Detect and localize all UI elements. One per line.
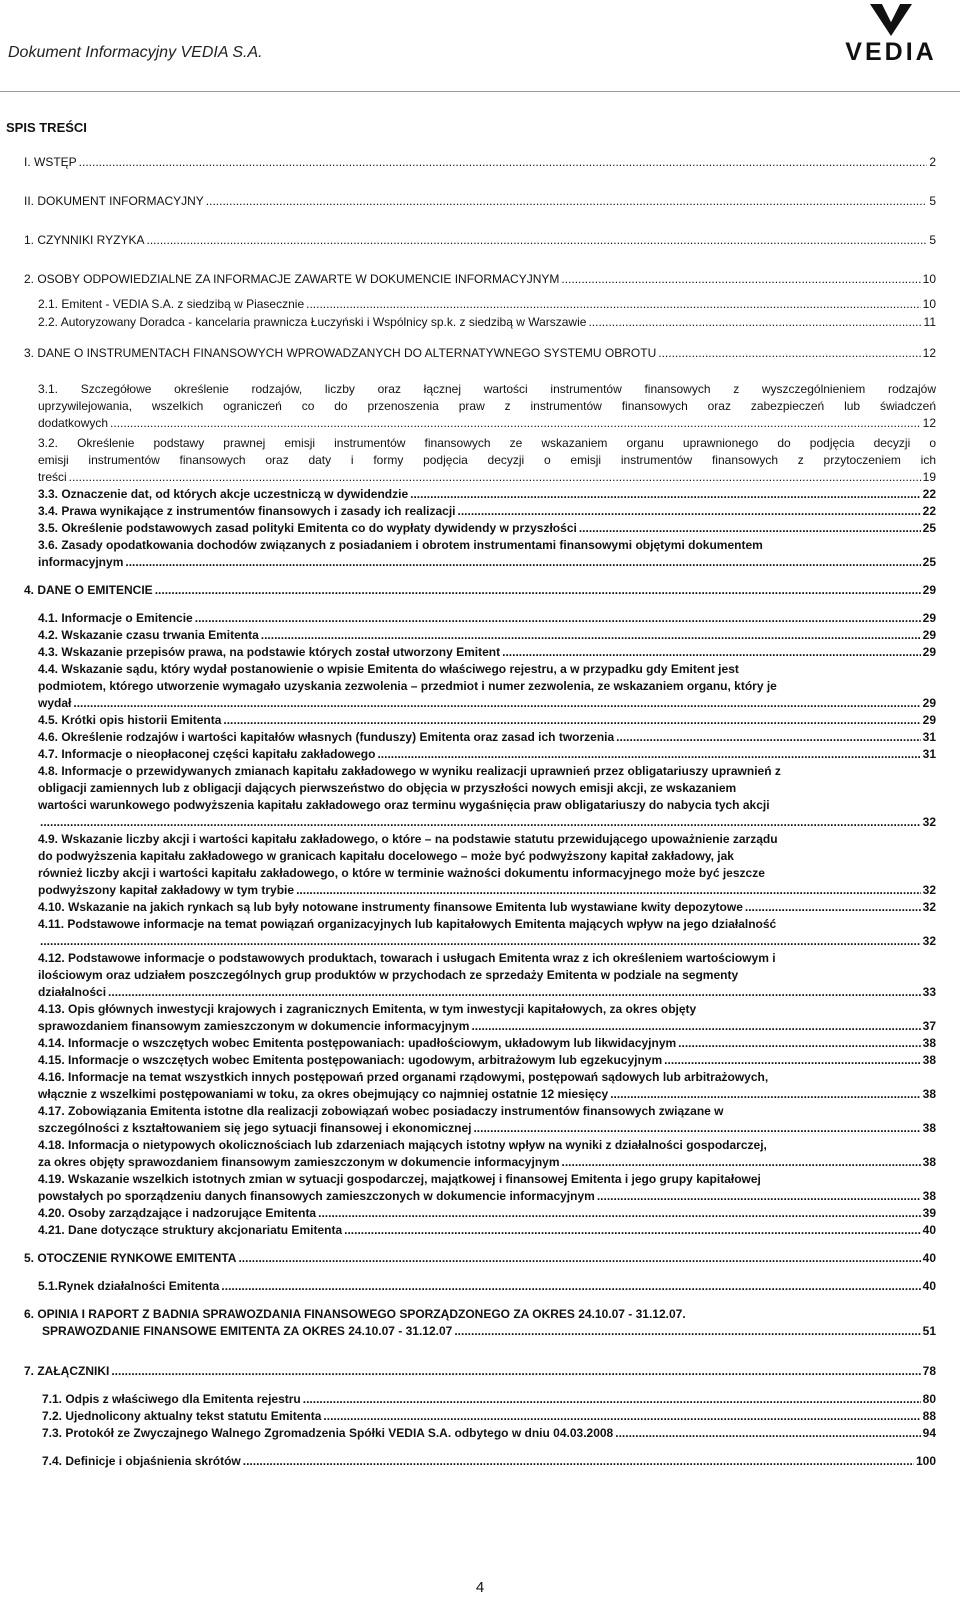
toc-dot-leader	[40, 814, 921, 831]
toc-dot-leader	[261, 627, 921, 644]
toc-entry-text-line[interactable]: obligacji zamiennych lub z obligacji dających pierwszeństwo do objęcia w przyszłości nowych emisji akcji, ze wskazaniem	[38, 781, 737, 795]
toc-entry[interactable]	[38, 1018, 936, 1035]
toc-page-number: 5	[929, 194, 936, 208]
toc-page-number: 31	[922, 730, 936, 744]
toc-page-number: 10	[922, 272, 936, 286]
toc-entry-title: 2.2. Autoryzowany Doradca - kancelaria prawnicza Łuczyński i Wspólnicy sp.k. z siedzibą w Warszawie	[38, 315, 587, 329]
toc-entry[interactable]	[38, 296, 936, 313]
toc-page-number: 40	[922, 1279, 936, 1293]
toc-dot-leader	[79, 154, 928, 171]
toc-entry-text-line[interactable]: 4.12. Podstawowe informacje o podstawowych produktach, towarach i usługach Emitenta wraz z ich określeniem wartościowym i	[38, 951, 776, 965]
toc-entry[interactable]	[38, 712, 936, 729]
toc-entry[interactable]	[38, 1278, 936, 1295]
toc-page-number: 29	[922, 583, 936, 597]
toc-entry[interactable]	[38, 746, 936, 763]
toc-entry-title: 4.1. Informacje o Emitencie	[38, 611, 193, 625]
toc-entry-text-line[interactable]: 4.16. Informacje na temat wszystkich innych postępowań przed organami rządowymi, postępowań sądowych lub arbitrażowych,	[38, 1070, 769, 1084]
toc-entry[interactable]	[42, 1391, 936, 1408]
toc-dot-leader	[155, 582, 921, 599]
toc-entry-title: 4.5. Krótki opis historii Emitenta	[38, 713, 222, 727]
toc-entry-title: 4.15. Informacje o wszczętych wobec Emitenta postępowaniach: ugodowym, arbitrażowym lub egzekucyjnym	[38, 1053, 663, 1067]
toc-entry-title: 7.1. Odpis z właściwego dla Emitenta rejestru	[42, 1392, 301, 1406]
toc-page-number: 100	[915, 1454, 936, 1468]
toc-entry-title: podwyższony kapitał zakładowy w tym trybie	[38, 883, 295, 897]
toc-entry-title: 7.4. Definicje i objaśnienia skrótów	[42, 1454, 241, 1468]
toc-dot-leader	[562, 1154, 921, 1171]
toc-page-number: 38	[922, 1087, 936, 1101]
toc-page-number: 29	[922, 645, 936, 659]
toc-heading: SPIS TREŚCI	[6, 120, 87, 135]
toc-entry-title: 7.3. Protokół ze Zwyczajnego Walnego Zgromadzenia Spółki VEDIA S.A. odbytego w dniu 04.03.2008	[42, 1426, 614, 1440]
page-number: 4	[475, 1579, 485, 1596]
toc-entry-title: informacyjnym	[38, 555, 124, 569]
toc-entry[interactable]	[38, 503, 936, 520]
toc-entry[interactable]	[38, 1154, 936, 1171]
toc-entry-title: wydał	[38, 696, 72, 710]
toc-entry-text-line[interactable]: 4.18. Informacja o nietypowych okolicznościach lub zdarzeniach mających istotny wpływ na wyniki z działalności gospodarczej,	[38, 1138, 767, 1152]
toc-entry-title: 2.1. Emitent - VEDIA S.A. z siedzibą w Piasecznie	[38, 297, 305, 311]
toc-entry-title: 7. ZAŁĄCZNIKI	[24, 1364, 110, 1378]
toc-entry[interactable]	[38, 520, 936, 537]
toc-entry-text-line[interactable]: 4.8. Informacje o przewidywanych zmianach kapitału zakładowego w wyniku realizacji uprawnień przez obligatariuszy uprawnień z	[38, 764, 781, 778]
toc-entry[interactable]	[38, 899, 936, 916]
toc-dot-leader	[223, 712, 920, 729]
toc-entry[interactable]	[38, 1222, 936, 1239]
toc-page-number: 78	[922, 1364, 936, 1378]
toc-dot-leader	[745, 899, 921, 916]
toc-page-number: 25	[922, 555, 936, 569]
toc-page-number: 38	[922, 1036, 936, 1050]
toc-entry[interactable]	[38, 610, 936, 627]
toc-dot-leader	[111, 1363, 920, 1380]
toc-page-number: 33	[922, 985, 936, 999]
toc-page-number: 12	[922, 346, 936, 360]
toc-dot-leader	[502, 644, 921, 661]
toc-entry-title: 3.5. Określenie podstawowych zasad polityki Emitenta co do wypłaty dywidendy w przyszłości	[38, 521, 577, 535]
toc-dot-leader	[303, 1391, 921, 1408]
toc-entry-title: 4.14. Informacje o wszczętych wobec Emitenta postępowaniach: upadłościowym, układowym lub likwidacyjnym	[38, 1036, 677, 1050]
toc-page-number: 10	[922, 297, 936, 311]
toc-page-number: 5	[929, 233, 936, 247]
toc-entry-title: za okres objęty sprawozdaniem finansowym zamieszczonym w dokumencie informacyjnym	[38, 1155, 560, 1169]
toc-entry-text-line[interactable]: podmiotem, którego utworzenie wymagało uzyskania zezwolenia – przedmiot i numer zezwolenia, ze wskazaniem organu, który je	[38, 679, 777, 693]
toc-entry[interactable]	[24, 345, 936, 362]
toc-page-number: 29	[922, 713, 936, 727]
toc-entry[interactable]	[38, 814, 936, 831]
toc-entry[interactable]	[42, 1408, 936, 1425]
toc-entry-title: treści	[38, 470, 67, 484]
toc-entry[interactable]	[38, 486, 936, 503]
toc-dot-leader	[616, 729, 920, 746]
toc-entry[interactable]	[38, 469, 936, 486]
toc-dot-leader	[597, 1188, 921, 1205]
toc-entry[interactable]	[24, 193, 936, 210]
toc-dot-leader	[664, 1052, 920, 1069]
toc-entry[interactable]	[38, 1120, 936, 1137]
toc-entry[interactable]	[38, 627, 936, 644]
toc-entry[interactable]	[24, 1250, 936, 1267]
toc-dot-leader	[206, 193, 928, 210]
toc-page-number: 19	[922, 470, 936, 484]
toc-dot-leader	[243, 1453, 914, 1470]
toc-entry[interactable]	[38, 1086, 936, 1103]
toc-entry-text-line[interactable]: emisji instrumentów finansowych oraz daty i formy podjęcia decyzji o emisji instrumentów finansowych z przytoczeniem ich	[38, 453, 936, 467]
toc-entry-text-line[interactable]: 4.13. Opis głównych inwestycji krajowych i zagranicznych Emitenta, w tym inwestycji kapitałowych, za okres objęty	[38, 1002, 697, 1016]
toc-entry-title: 4.10. Wskazanie na jakich rynkach są lub były notowane instrumenty finansowe Emitenta lub wystawiane kwity depozytowe	[38, 900, 743, 914]
toc-entry[interactable]	[38, 644, 936, 661]
toc-entry-title: 1. CZYNNIKI RYZYKA	[24, 233, 145, 247]
toc-entry[interactable]	[42, 1323, 936, 1340]
toc-entry-title: 4.2. Wskazanie czasu trwania Emitenta	[38, 628, 259, 642]
toc-entry-title: 3.4. Prawa wynikające z instrumentów finansowych i zasady ich realizacji	[38, 504, 456, 518]
toc-entry[interactable]	[38, 1205, 936, 1222]
toc-page-number: 32	[922, 883, 936, 897]
toc-entry[interactable]	[38, 1035, 936, 1052]
toc-dot-leader	[561, 271, 920, 288]
toc-entry-title: 4. DANE O EMITENCIE	[24, 583, 153, 597]
toc-dot-leader	[306, 296, 921, 313]
toc-page-number: 32	[922, 900, 936, 914]
toc-entry-text-line[interactable]: 4.4. Wskazanie sądu, który wydał postanowienie o wpisie Emitenta do właściwego rejestru, a w przypadku gdy Emitent jest	[38, 662, 739, 676]
toc-page-number: 22	[922, 504, 936, 518]
toc-page-number: 22	[922, 487, 936, 501]
toc-entry-title: I. WSTĘP	[24, 155, 77, 169]
toc-entry[interactable]	[38, 984, 936, 1001]
toc-entry-title: 2. OSOBY ODPOWIEDZIALNE ZA INFORMACJE ZAWARTE W DOKUMENCIE INFORMACYJNYM	[24, 272, 560, 286]
toc-page-number: 40	[922, 1223, 936, 1237]
toc-entry[interactable]	[38, 1188, 936, 1205]
toc-dot-leader	[318, 1205, 921, 1222]
toc-dot-leader	[473, 1120, 920, 1137]
toc-entry[interactable]	[42, 1425, 936, 1442]
logo-wordmark: VEDIA	[845, 38, 937, 66]
toc-dot-leader	[454, 1323, 920, 1340]
toc-page-number: 31	[922, 747, 936, 761]
document-header-title: Dokument Informacyjny VEDIA S.A.	[8, 44, 263, 61]
toc-entry-title: 5.1.Rynek działalności Emitenta	[38, 1279, 220, 1293]
toc-entry-text-line[interactable]: 3.6. Zasady opodatkowania dochodów związanych z posiadaniem i obrotem instrumentami finansowymi objętymi dokumentem	[38, 538, 763, 552]
toc-dot-leader	[69, 469, 921, 486]
toc-entry[interactable]	[24, 232, 936, 249]
toc-entry-text-line[interactable]: również liczby akcji i wartości kapitału zakładowego, o które w terminie ważności dokumentu informacyjnego może być jeszcze	[38, 866, 765, 880]
toc-dot-leader	[110, 415, 921, 432]
toc-entry-title: 4.7. Informacje o nieopłaconej części kapitału zakładowego	[38, 747, 376, 761]
toc-entry-title: II. DOKUMENT INFORMACYJNY	[24, 194, 204, 208]
toc-entry-title: 4.20. Osoby zarządzające i nadzorujące Emitenta	[38, 1206, 317, 1220]
toc-entry-text-line[interactable]: ilościowym oraz udziałem poszczególnych grup produktów w przychodach ze sprzedaży Emitenta w podziale na segmenty	[38, 968, 739, 982]
toc-dot-leader	[610, 1086, 920, 1103]
toc-entry[interactable]	[24, 582, 936, 599]
toc-entry[interactable]	[38, 554, 936, 571]
toc-entry-title: 4.21. Dane dotyczące struktury akcjonariatu Emitenta	[38, 1223, 343, 1237]
toc-entry-text-line[interactable]: do podwyższenia kapitału zakładowego w granicach kapitału docelowego – może być podwyższony kapitał zakładowy, jak	[38, 849, 734, 863]
toc-dot-leader	[579, 520, 921, 537]
toc-entry[interactable]	[42, 1453, 936, 1470]
toc-dot-leader	[377, 746, 920, 763]
toc-page-number: 29	[922, 696, 936, 710]
toc-page-number: 37	[922, 1019, 936, 1033]
toc-dot-leader	[195, 610, 921, 627]
toc-entry-text-line[interactable]: 4.17. Zobowiązania Emitenta istotne dla realizacji zobowiązań wobec posiadaczy instrumentów finansowych związane w	[38, 1104, 724, 1118]
toc-page-number: 11	[923, 315, 936, 329]
toc-page-number: 40	[922, 1251, 936, 1265]
toc-entry-title: SPRAWOZDANIE FINANSOWE EMITENTA ZA OKRES 24.10.07 - 31.12.07	[42, 1324, 453, 1338]
toc-page-number: 29	[922, 611, 936, 625]
toc-dot-leader	[471, 1018, 920, 1035]
toc-page-number: 94	[922, 1426, 936, 1440]
toc-page-number: 38	[922, 1121, 936, 1135]
toc-entry[interactable]	[24, 271, 936, 288]
toc-page-number: 38	[922, 1189, 936, 1203]
toc-dot-leader	[73, 695, 920, 712]
toc-entry-title: powstałych po sporządzeniu danych finansowych zamieszczonych w dokumencie informacyjnym	[38, 1189, 595, 1203]
toc-dot-leader	[658, 345, 920, 362]
toc-entry-text-line[interactable]: 3.1. Szczegółowe określenie rodzajów, liczby oraz łącznej wartości instrumentów finansowych z wyszczególnieniem rodzajów	[38, 382, 936, 396]
toc-entry-title: działalności	[38, 985, 107, 999]
toc-dot-leader	[221, 1278, 920, 1295]
toc-entry[interactable]	[38, 415, 936, 432]
toc-dot-leader	[588, 314, 921, 331]
toc-dot-leader	[146, 232, 927, 249]
toc-entry[interactable]	[38, 729, 936, 746]
toc-page-number: 25	[922, 521, 936, 535]
toc-entry[interactable]	[38, 314, 936, 331]
toc-dot-leader	[40, 933, 921, 950]
toc-dot-leader	[296, 882, 921, 899]
toc-entry-title: dodatkowych	[38, 416, 109, 430]
toc-page-number: 88	[922, 1409, 936, 1423]
toc-entry-title: 3.3. Oznaczenie dat, od których akcje uczestniczą w dywidendzie	[38, 487, 409, 501]
toc-page-number: 38	[922, 1053, 936, 1067]
toc-dot-leader	[615, 1425, 920, 1442]
toc-page-number: 80	[922, 1392, 936, 1406]
toc-dot-leader	[410, 486, 921, 503]
toc-entry-text-line[interactable]: 4.19. Wskazanie wszelkich istotnych zmian w sytuacji gospodarczej, majątkowej i finansowej Emitenta i jego grupy kapitałowej	[38, 1172, 761, 1186]
toc-entry[interactable]	[38, 1052, 936, 1069]
toc-entry-text-line[interactable]: wartości warunkowego podwyższenia kapitału zakładowego oraz terminu wygaśnięcia praw obligatariuszy do nabycia tych akcji	[38, 798, 770, 812]
toc-page-number: 51	[922, 1324, 936, 1338]
toc-entry[interactable]	[38, 882, 936, 899]
toc-dot-leader	[323, 1408, 920, 1425]
toc-entry-title: 4.6. Określenie rodzajów i wartości kapitałów własnych (funduszy) Emitenta oraz zasad ich tworzenia	[38, 730, 615, 744]
toc-page-number: 38	[922, 1155, 936, 1169]
toc-entry-text-line[interactable]: 4.11. Podstawowe informacje na temat powiązań organizacyjnych lub kapitałowych Emitenta mających wpływ na jego działalność	[38, 917, 777, 931]
toc-page-number: 2	[929, 155, 936, 169]
toc-entry-title: sprawozdaniem finansowym zamieszczonym w dokumencie informacyjnym	[38, 1019, 470, 1033]
toc-entry-title: 5. OTOCZENIE RYNKOWE EMITENTA	[24, 1251, 237, 1265]
toc-entry[interactable]	[38, 695, 936, 712]
toc-entry-title: szczególności z kształtowaniem się jego sytuacji finansowej i ekonomicznej	[38, 1121, 472, 1135]
toc-entry-title: włącznie z wszelkimi postępowaniami w toku, za okres obejmujący co najmniej ostatnie 12 miesięcy	[38, 1087, 609, 1101]
toc-entry-text-line[interactable]: 3.2. Określenie podstawy prawnej emisji instrumentów finansowych ze wskazaniem organu uprawnionego do podjęcia decyzji o	[38, 436, 936, 450]
toc-page-number: 12	[922, 416, 936, 430]
toc-entry[interactable]	[38, 933, 936, 950]
toc-dot-leader	[344, 1222, 921, 1239]
toc-entry-title: 7.2. Ujednolicony aktualny tekst statutu Emitenta	[42, 1409, 322, 1423]
toc-page-number: 32	[922, 934, 936, 948]
toc-page-number: 29	[922, 628, 936, 642]
toc-entry-text-line[interactable]: 4.9. Wskazanie liczby akcji i wartości kapitału zakładowego, o które – na podstawie statutu przewidującego upoważnienie zarządu	[38, 832, 778, 846]
toc-entry[interactable]	[24, 1363, 936, 1380]
toc-dot-leader	[125, 554, 920, 571]
toc-entry[interactable]	[24, 154, 936, 171]
toc-dot-leader	[458, 503, 921, 520]
toc-entry-title: 3. DANE O INSTRUMENTACH FINANSOWYCH WPROWADZANYCH DO ALTERNATYWNEGO SYSTEMU OBROTU	[24, 346, 657, 360]
toc-page-number: 39	[922, 1206, 936, 1220]
toc-dot-leader	[108, 984, 921, 1001]
toc-page-number: 32	[922, 815, 936, 829]
toc-dot-leader	[238, 1250, 920, 1267]
toc-entry-title: 4.3. Wskazanie przepisów prawa, na podstawie których został utworzony Emitent	[38, 645, 501, 659]
toc-entry-text-line[interactable]: 6. OPINIA I RAPORT Z BADNIA SPRAWOZDANIA FINANSOWEGO SPORZĄDZONEGO ZA OKRES 24.10.07 - 31.12.07.	[24, 1307, 686, 1321]
toc-entry-text-line[interactable]: uprzywilejowania, wszelkich ograniczeń co do przenoszenia praw z instrumentów finansowych oraz zabezpieczeń lub świadczeń	[38, 399, 936, 413]
toc-dot-leader	[678, 1035, 920, 1052]
